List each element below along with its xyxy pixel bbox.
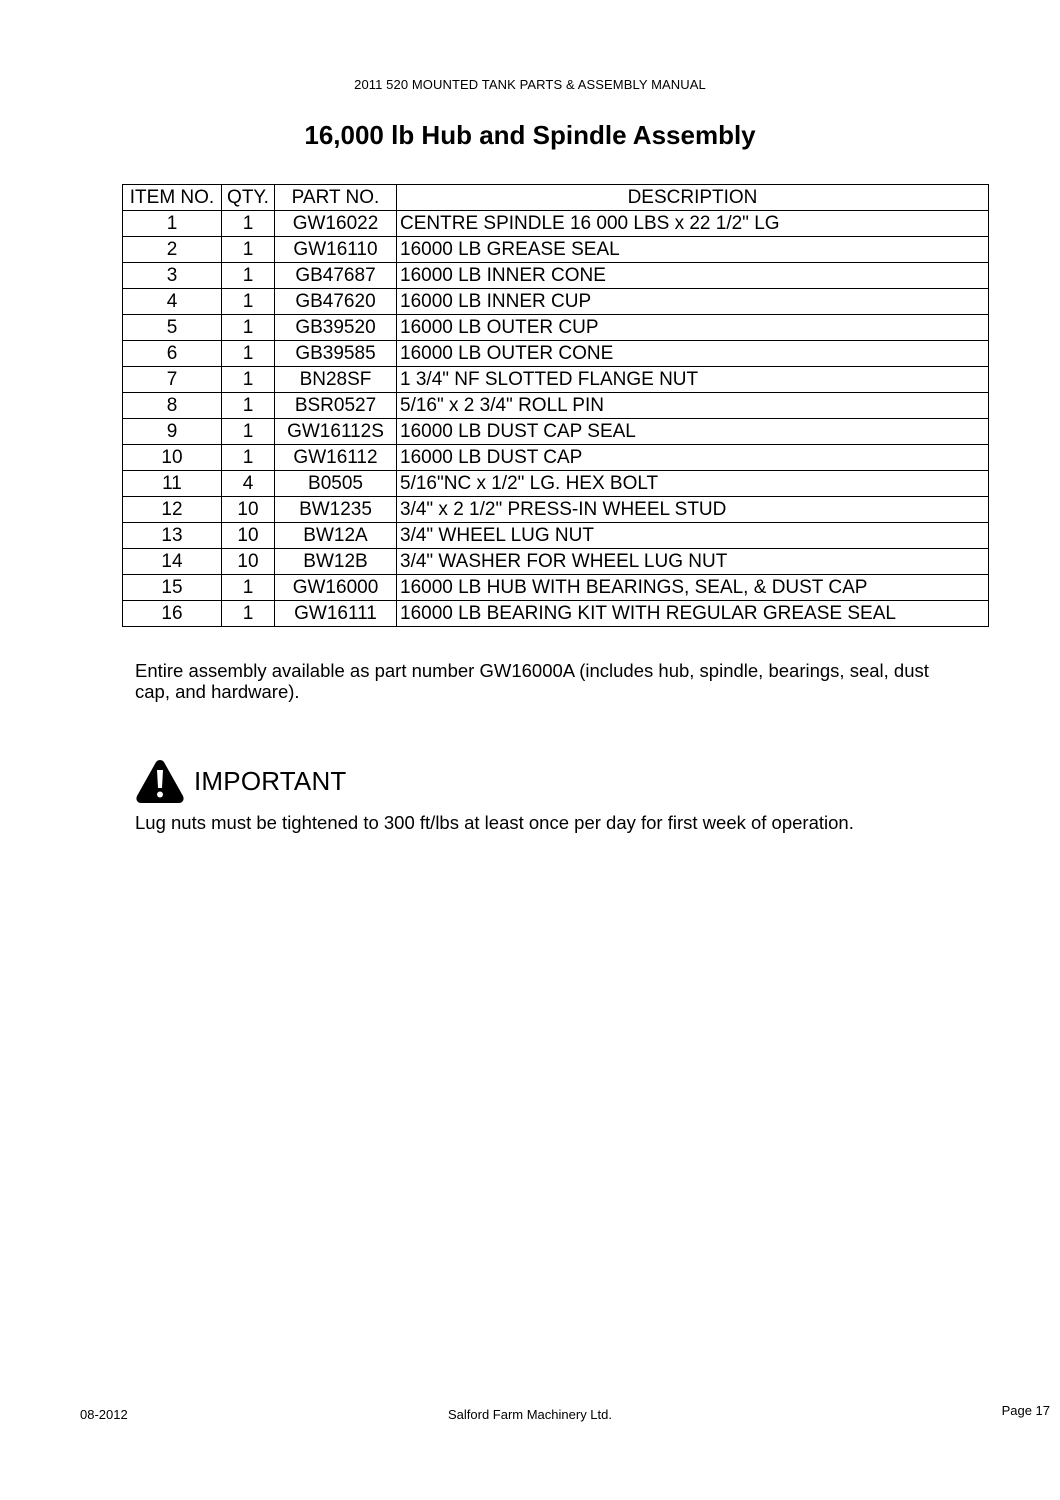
cell-part-no: GB39520: [275, 315, 397, 341]
cell-qty: 4: [222, 471, 275, 497]
table-row: [123, 315, 989, 341]
table-row: [123, 263, 989, 289]
footer-page-number: Page 17: [1001, 1403, 1050, 1418]
cell-item-no: 13: [123, 523, 222, 549]
table-row: [123, 575, 989, 601]
cell-part-no: BW1235: [275, 497, 397, 523]
table-row: [123, 601, 989, 627]
cell-part-no: BW12A: [275, 523, 397, 549]
cell-part-no: GW16110: [275, 237, 397, 263]
cell-item-no: 15: [123, 575, 222, 601]
table-row: [123, 211, 989, 237]
cell-item-no: 10: [123, 445, 222, 471]
important-text: Lug nuts must be tightened to 300 ft/lbs at least once per day for first week of operation.: [135, 812, 854, 833]
cell-qty: 1: [222, 367, 275, 393]
cell-qty: 1: [222, 211, 275, 237]
cell-qty: 1: [222, 419, 275, 445]
cell-part-no: BN28SF: [275, 367, 397, 393]
cell-part-no: BSR0527: [275, 393, 397, 419]
cell-description: 1 3/4" NF SLOTTED FLANGE NUT: [397, 367, 989, 393]
cell-part-no: GW16112S: [275, 419, 397, 445]
cell-part-no: GB39585: [275, 341, 397, 367]
column-header-item-no: ITEM NO.: [123, 185, 222, 211]
cell-description: 16000 LB OUTER CUP: [397, 315, 989, 341]
page-title: 16,000 lb Hub and Spindle Assembly: [304, 120, 756, 150]
table-row: [123, 341, 989, 367]
cell-part-no: GW16000: [275, 575, 397, 601]
cell-qty: 1: [222, 315, 275, 341]
cell-item-no: 3: [123, 263, 222, 289]
important-label: IMPORTANT: [194, 765, 347, 796]
cell-item-no: 1: [123, 211, 222, 237]
table-row: [123, 445, 989, 471]
cell-part-no: B0505: [275, 471, 397, 497]
parts-table-body: [123, 211, 989, 627]
table-row: [123, 393, 989, 419]
cell-qty: 1: [222, 237, 275, 263]
table-row: [123, 549, 989, 575]
cell-description: 16000 LB INNER CUP: [397, 289, 989, 315]
cell-part-no: GW16112: [275, 445, 397, 471]
cell-qty: 1: [222, 263, 275, 289]
table-row: [123, 471, 989, 497]
column-header-description: DESCRIPTION: [397, 185, 989, 211]
cell-part-no: GB47620: [275, 289, 397, 315]
cell-qty: 1: [222, 445, 275, 471]
cell-qty: 1: [222, 341, 275, 367]
cell-description: 5/16" x 2 3/4" ROLL PIN: [397, 393, 989, 419]
cell-qty: 1: [222, 289, 275, 315]
cell-part-no: GW16022: [275, 211, 397, 237]
cell-item-no: 2: [123, 237, 222, 263]
parts-table: [122, 184, 989, 627]
cell-qty: 10: [222, 497, 275, 523]
table-row: [123, 289, 989, 315]
footer-date: 08-2012: [80, 1407, 128, 1422]
table-row: [123, 367, 989, 393]
cell-item-no: 16: [123, 601, 222, 627]
cell-description: 3/4" x 2 1/2" PRESS-IN WHEEL STUD: [397, 497, 989, 523]
cell-description: 3/4" WASHER FOR WHEEL LUG NUT: [397, 549, 989, 575]
cell-item-no: 4: [123, 289, 222, 315]
cell-item-no: 6: [123, 341, 222, 367]
column-header-part-no: PART NO.: [275, 185, 397, 211]
cell-item-no: 7: [123, 367, 222, 393]
cell-description: 5/16"NC x 1/2" LG. HEX BOLT: [397, 471, 989, 497]
cell-description: 16000 LB INNER CONE: [397, 263, 989, 289]
cell-qty: 1: [222, 393, 275, 419]
cell-qty: 1: [222, 601, 275, 627]
warning-triangle-icon: [134, 757, 186, 805]
important-heading: [134, 756, 347, 806]
table-row: [123, 523, 989, 549]
cell-qty: 10: [222, 523, 275, 549]
cell-item-no: 5: [123, 315, 222, 341]
table-row: [123, 497, 989, 523]
table-header-row: [123, 185, 989, 211]
table-row: [123, 419, 989, 445]
cell-item-no: 9: [123, 419, 222, 445]
cell-part-no: BW12B: [275, 549, 397, 575]
cell-item-no: 14: [123, 549, 222, 575]
cell-description: 16000 LB DUST CAP: [397, 445, 989, 471]
cell-item-no: 12: [123, 497, 222, 523]
cell-item-no: 11: [123, 471, 222, 497]
cell-qty: 10: [222, 549, 275, 575]
table-row: [123, 237, 989, 263]
assembly-note: Entire assembly available as part number GW16000A (includes hub, spindle, bearings, seal, dust cap, and hardware).: [135, 660, 929, 702]
cell-description: 16000 LB BEARING KIT WITH REGULAR GREASE SEAL: [397, 601, 989, 627]
cell-description: 16000 LB OUTER CONE: [397, 341, 989, 367]
footer-company: Salford Farm Machinery Ltd.: [447, 1407, 612, 1422]
cell-description: 16000 LB HUB WITH BEARINGS, SEAL, & DUST CAP: [397, 575, 989, 601]
cell-qty: 1: [222, 575, 275, 601]
cell-part-no: GB47687: [275, 263, 397, 289]
manual-header: 2011 520 MOUNTED TANK PARTS & ASSEMBLY MANUAL: [354, 77, 706, 92]
cell-description: CENTRE SPINDLE 16 000 LBS x 22 1/2" LG: [397, 211, 989, 237]
cell-description: 16000 LB DUST CAP SEAL: [397, 419, 989, 445]
cell-description: 16000 LB GREASE SEAL: [397, 237, 989, 263]
column-header-qty: QTY.: [222, 185, 275, 211]
cell-part-no: GW16111: [275, 601, 397, 627]
cell-item-no: 8: [123, 393, 222, 419]
cell-description: 3/4" WHEEL LUG NUT: [397, 523, 989, 549]
